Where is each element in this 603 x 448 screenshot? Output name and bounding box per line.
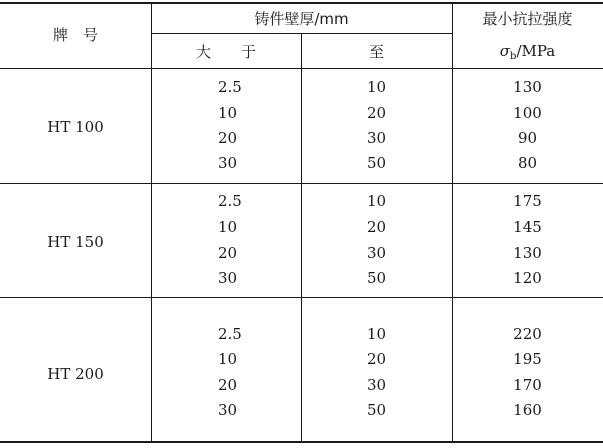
strength-value: 130 — [513, 244, 542, 262]
strength-value: 170 — [513, 376, 542, 394]
strength-value: 90 — [517, 129, 538, 147]
sigma-symbol: σ — [499, 42, 511, 60]
above-value: 30 — [218, 269, 238, 287]
to-value: 30 — [366, 129, 387, 147]
strength-value: 195 — [513, 350, 542, 368]
to-value: 10 — [366, 192, 387, 210]
header-strength: 最小抗拉强度 — [482, 10, 573, 28]
bottom-rule — [0, 441, 603, 443]
top-rule — [0, 2, 603, 4]
above-value: 2.5 — [218, 325, 242, 343]
above-value: 30 — [218, 154, 238, 172]
strength-unit: /MPa — [516, 42, 556, 60]
header-grade: 牌 号 — [52, 26, 98, 44]
to-value: 30 — [366, 244, 387, 262]
above-value: 2.5 — [218, 78, 242, 96]
col-divider-1 — [151, 2, 152, 443]
above-value: 30 — [218, 401, 238, 419]
to-value: 20 — [366, 218, 387, 236]
above-value: 10 — [218, 104, 238, 122]
to-value: 50 — [366, 269, 387, 287]
to-value: 30 — [366, 376, 387, 394]
to-value: 10 — [366, 78, 387, 96]
above-value: 20 — [218, 376, 238, 394]
above-value: 10 — [218, 218, 238, 236]
above-value: 10 — [218, 350, 238, 368]
grade-label: HT 100 — [47, 118, 104, 136]
to-value: 50 — [366, 154, 387, 172]
sigma-subscript: b — [510, 51, 517, 62]
strength-value: 175 — [513, 192, 542, 210]
header-above: 大 于 — [195, 43, 256, 61]
strength-value: 80 — [517, 154, 538, 172]
to-value: 20 — [366, 350, 387, 368]
strength-value: 130 — [513, 78, 542, 96]
to-value: 10 — [366, 325, 387, 343]
grade-label: HT 150 — [47, 233, 104, 251]
header-thickness: 铸件壁厚/mm — [254, 10, 349, 28]
header-to: 至 — [368, 43, 384, 61]
above-value: 2.5 — [218, 192, 242, 210]
grade-label: HT 200 — [47, 365, 104, 383]
to-value: 50 — [366, 401, 387, 419]
strength-value: 100 — [513, 104, 542, 122]
strength-value: 145 — [513, 218, 542, 236]
above-value: 20 — [218, 129, 238, 147]
strength-value: 220 — [513, 325, 542, 343]
above-value: 20 — [218, 244, 238, 262]
to-value: 20 — [366, 104, 387, 122]
strength-value: 160 — [513, 401, 542, 419]
header-strength-unit — [452, 42, 603, 66]
strength-value: 120 — [513, 269, 542, 287]
